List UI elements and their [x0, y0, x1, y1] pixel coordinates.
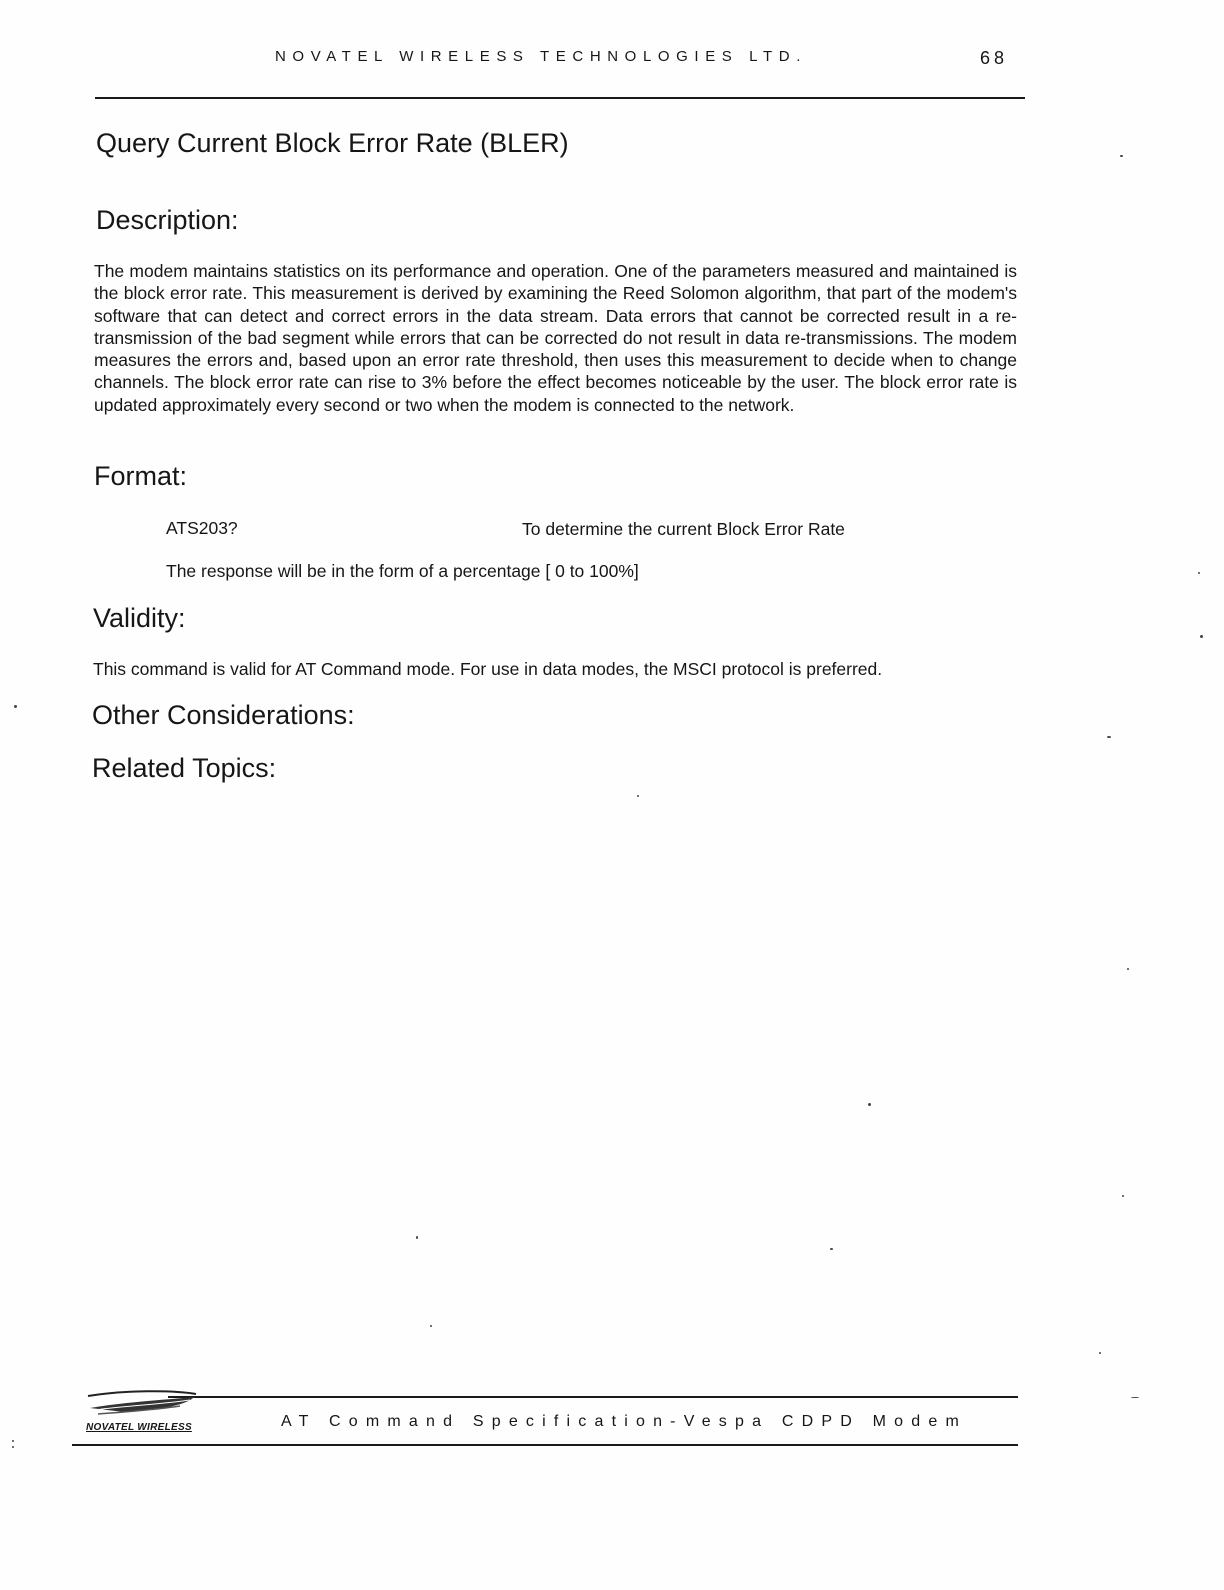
- header-divider: [95, 97, 1025, 99]
- scan-speck: [1107, 736, 1111, 738]
- scan-speck: [830, 1248, 833, 1250]
- other-considerations-heading: Other Considerations:: [92, 700, 355, 730]
- format-command-description: To determine the current Block Error Rate: [522, 519, 845, 539]
- related-topics-heading: Related Topics:: [92, 753, 277, 783]
- scan-speck: [12, 1440, 14, 1442]
- scan-speck: [1200, 635, 1203, 638]
- scan-speck: [1131, 1397, 1139, 1398]
- format-command: ATS203?: [166, 518, 238, 538]
- logo-wordmark: NOVATEL WIRELESS: [86, 1422, 192, 1433]
- page-title: Query Current Block Error Rate (BLER): [96, 128, 569, 158]
- scan-speck: [868, 1103, 871, 1106]
- scan-speck: [430, 1325, 432, 1327]
- validity-body: This command is valid for AT Command mode. For use in data modes, the MSCI protocol is preferred.: [93, 659, 883, 679]
- footer-divider-bottom: [72, 1444, 1018, 1446]
- scan-speck: [1099, 1352, 1101, 1354]
- format-response-note: The response will be in the form of a percentage [ 0 to 100%]: [166, 561, 639, 581]
- scan-speck: [637, 795, 639, 797]
- footer-divider-top: [168, 1396, 1018, 1398]
- header-company-name: NOVATEL WIRELESS TECHNOLOGIES LTD.: [275, 48, 807, 65]
- validity-heading: Validity:: [93, 603, 186, 633]
- scan-speck: [1120, 155, 1123, 157]
- scan-speck: [1127, 968, 1129, 970]
- scan-speck: [1122, 1195, 1124, 1197]
- footer-spec-title: AT Command Specification-Vespa CDPD Modem: [281, 1413, 967, 1430]
- scan-speck: [12, 1446, 14, 1448]
- scan-speck: [416, 1236, 418, 1239]
- scan-speck: [14, 705, 17, 708]
- description-heading: Description:: [96, 205, 239, 235]
- swoosh-logo-icon: [84, 1388, 204, 1422]
- novatel-logo: [84, 1388, 204, 1440]
- format-heading: Format:: [94, 461, 188, 491]
- scan-speck: [1198, 572, 1200, 574]
- description-body: The modem maintains statistics on its performance and operation. One of the parameters measured and maintained is the block error rate. This measurement is derived by examining the Reed Solomon algorithm, that part of the modem's software that can detect and correct errors in the data stream. Data errors that cannot be corrected result in a re-transmission of the bad segment while errors that can be corrected do not result in data re-transmissions. The modem measures the errors and, based upon an error rate threshold, then uses this measurement to decide when to change channels. The block error rate can rise to 3% before the effect becomes noticeable by the user. The block error rate is updated approximately every second or two when the modem is connected to the network.: [94, 261, 1017, 415]
- page-number: 68: [980, 48, 1009, 68]
